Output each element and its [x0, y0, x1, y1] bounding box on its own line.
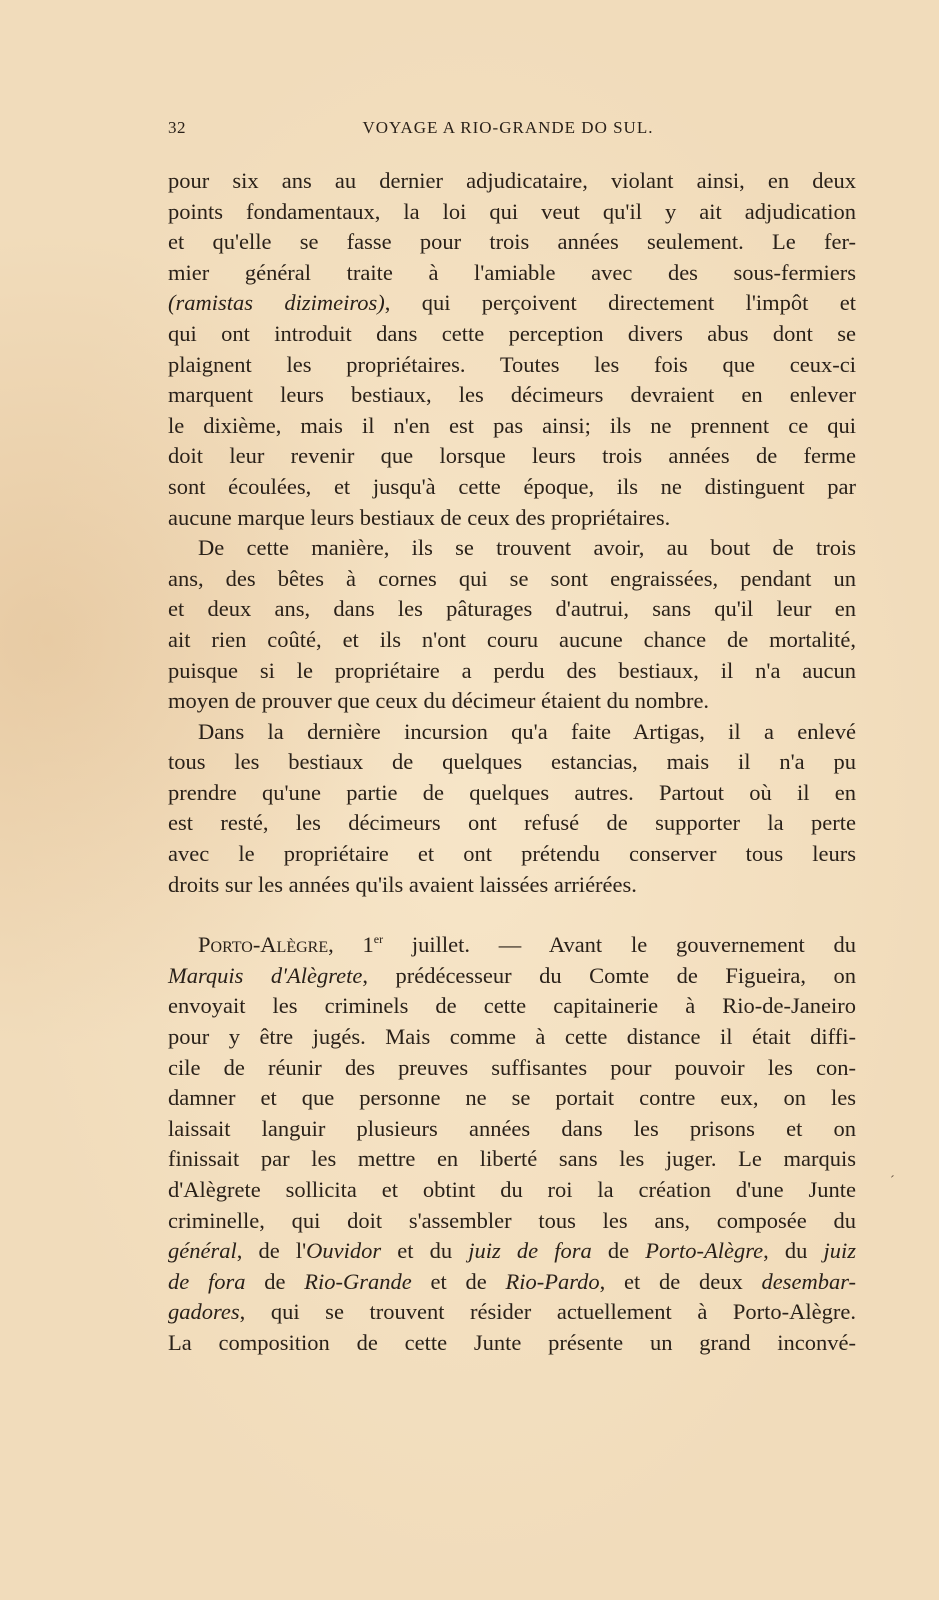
italic-term: gadores — [168, 1299, 240, 1325]
paragraph — [168, 930, 856, 1358]
body-text — [168, 166, 856, 1359]
text-line: plaignent les propriétaires. Toutes les fois que ceux-ci — [168, 351, 856, 377]
text-line: est resté, les décimeurs ont refusé de supporter la perte — [168, 810, 856, 836]
text-line: ait rien coûté, et ils n'ont couru aucune chance de mortalité, — [168, 626, 856, 652]
text-line: d'Alègrete sollicita et obtint du roi la création d'une Junte — [168, 1177, 856, 1202]
text-line: cile de réunir des preuves suffisantes pour pouvoir les con- — [168, 1054, 856, 1080]
text-line: De cette manière, ils se trouvent avoir, au bout de trois — [198, 535, 856, 561]
paragraph — [168, 533, 856, 717]
text-line: prendre qu'une partie de quelques autres. Partout où il en — [168, 779, 856, 805]
italic-term: desembar- — [761, 1268, 856, 1294]
italic-term: juiz — [823, 1238, 856, 1264]
text-line: Dans la dernière incursion qu'a faite Artigas, il a enlevé — [198, 718, 856, 744]
running-head — [168, 118, 848, 142]
italic-term: Marquis d'Alègrete — [168, 962, 363, 988]
text-line: puisque si le propriétaire a perdu des bestiaux, il n'a aucun — [168, 657, 856, 683]
margin-mark: ´ — [890, 1174, 895, 1189]
section-gap — [168, 900, 856, 930]
text-line: tous les bestiaux de quelques estancias, mais il n'a pu — [168, 749, 856, 775]
text-line: La composition de cette Junte présente un grand inconvé- — [168, 1329, 856, 1355]
text-line: pour y être jugés. Mais comme à cette distance il était diffi- — [168, 1024, 856, 1050]
italic-term: Rio-Pardo — [505, 1268, 600, 1294]
text-line: envoyait les criminels de cette capitainerie à Rio-de-Janeiro — [168, 993, 856, 1019]
text-line: damner et que personne ne se portait contre eux, on les — [168, 1085, 856, 1111]
text-line: et qu'elle se fasse pour trois années seulement. Le fer- — [168, 229, 856, 255]
paragraph — [168, 166, 856, 533]
paragraph — [168, 717, 856, 901]
text-line: sont écoulées, et jusqu'à cette époque, ils ne distinguent par — [168, 473, 856, 499]
text-line: points fondamentaux, la loi qui veut qu'il y ait adjudication — [168, 198, 856, 224]
text-line: le dixième, mais il n'en est pas ainsi; ils ne prennent ce qui — [168, 412, 856, 438]
text-line: Marquis d'Alègrete, prédécesseur du Comte de Figueira, on — [168, 962, 856, 988]
text-line: ans, des bêtes à cornes qui se sont engraissées, pendant un — [168, 565, 856, 591]
text-line: marquent leurs bestiaux, les décimeurs devraient en enlever — [168, 382, 856, 408]
italic-term: juiz de fora — [468, 1238, 592, 1264]
superscript: er — [373, 932, 384, 947]
italic-term: (ramistas dizimeiros) — [168, 290, 385, 316]
italic-term: général — [168, 1238, 237, 1264]
text-line: général, de l'Ouvidor et du juiz de fora de Porto-Alègre, du juiz — [168, 1238, 856, 1264]
text-line: moyen de prouver que ceux du décimeur étaient du nombre. — [168, 688, 710, 714]
italic-term: Rio-Grande — [304, 1268, 412, 1294]
text-line: droits sur les années qu'ils avaient laissées arriérées. — [168, 871, 637, 897]
text-line: doit leur revenir que lorsque leurs trois années de ferme — [168, 443, 856, 469]
text-line: gadores, qui se trouvent résider actuellement à Porto-Alègre. — [168, 1299, 856, 1325]
text-line: mier général traite à l'amiable avec des sous-fermiers — [168, 259, 856, 285]
text-line: et deux ans, dans les pâturages d'autrui, sans qu'il leur en — [168, 596, 856, 622]
text-line: finissait par les mettre en liberté sans les juger. Le marquis — [168, 1146, 856, 1172]
text-line: de fora de Rio-Grande et de Rio-Pardo, et de deux desembar- — [168, 1268, 856, 1294]
text-line: qui ont introduit dans cette perception divers abus dont se — [168, 320, 856, 346]
text-line: (ramistas dizimeiros), qui perçoivent directement l'impôt et — [168, 290, 856, 316]
running-title: VOYAGE A RIO-GRANDE DO SUL. — [362, 118, 654, 137]
small-caps-term: Porto-Alègre — [198, 932, 329, 958]
text-line: laissait languir plusieurs années dans les prisons et on — [168, 1115, 856, 1141]
text-line: Porto-Alègre, 1er juillet. — Avant le gouvernement du — [198, 932, 856, 958]
text-line: pour six ans au dernier adjudicataire, violant ainsi, en deux — [168, 168, 856, 193]
italic-term: Ouvidor — [306, 1238, 382, 1264]
text-line: avec le propriétaire et ont prétendu conserver tous leurs — [168, 841, 856, 867]
italic-term: Porto-Alègre — [645, 1238, 764, 1264]
text-line: criminelle, qui doit s'assembler tous les ans, composée du — [168, 1207, 856, 1233]
page-number: 32 — [168, 118, 186, 137]
text-line: aucune marque leurs bestiaux de ceux des propriétaires. — [168, 504, 671, 530]
italic-term: de fora — [168, 1268, 246, 1294]
